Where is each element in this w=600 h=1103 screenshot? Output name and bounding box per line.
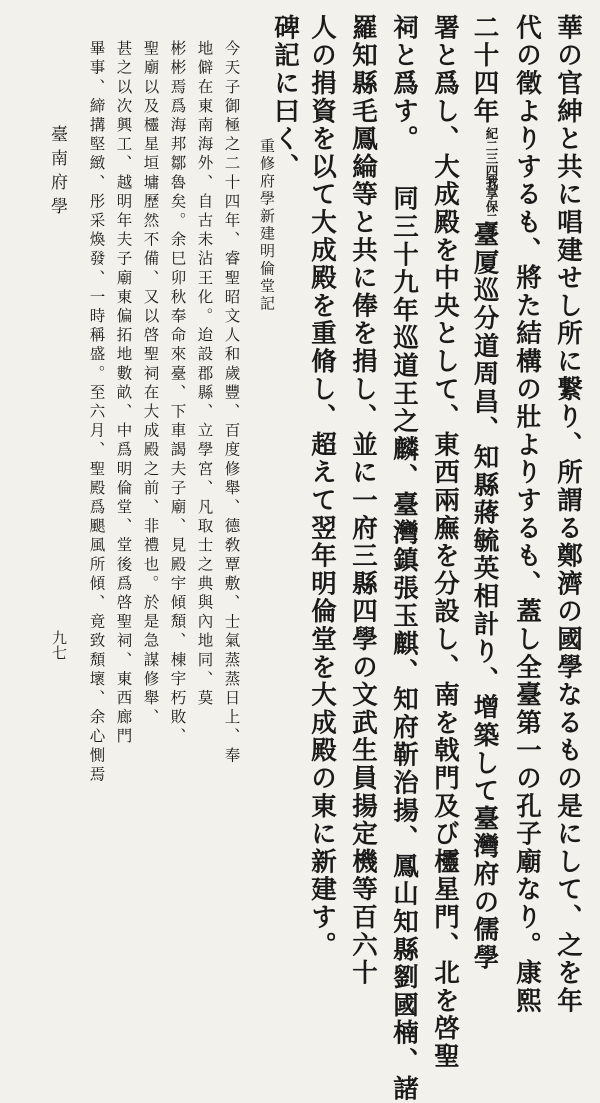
main-text-line: 署と爲し、大成殿を中央として、東西兩廡を分設し、南を戟門及び欞星門、北を啓聖 [430, 14, 460, 1071]
annotation-era: 紀二三四五 [484, 127, 499, 190]
main-text-line: 人の捐資を以て大成殿を重脩し、超えて翌年明倫堂を大成殿の東に新建す。 [307, 14, 337, 960]
main-text-line: 代の徵よりするも、將た結構の壯よりするも、蓋し全臺第一の孔子廟なり。康熙 [512, 14, 542, 1015]
stele-text-line: 地僻在東南海外、自古未沾王化。迨設郡縣、立學宮、凡取士之典與內地同、莫 [195, 40, 214, 709]
main-text-segment: 二十四年 [469, 14, 500, 126]
stele-text-line: 彬彬焉爲海邦鄒魯矣。余巳卯秋奉命來臺、下車謁夫子廟、見殿宇傾頽、棟宇朽敗、 [168, 40, 187, 747]
stele-title: 重修府學新建明倫堂記 [258, 138, 276, 313]
main-text-line: 羅知縣毛鳳綸等と共に俸を捐し、並に一府三縣四學の文武生員揚定機等百六十 [348, 14, 378, 987]
stele-text-line: 聖廟以及欞星垣墉歷然不備、又以啓聖祠在大成殿之前、非禮也。於是急謀修舉、 [141, 40, 160, 728]
running-header: 臺南府學 [47, 125, 67, 221]
stele-text-line: 甚之以次興工、越明年夫子廟東偏拓地數畝、中爲明倫堂、堂後爲啓聖祠、東西廊門 [114, 40, 133, 747]
main-text-segment: 臺厦巡分道周昌、知縣蔣毓英相計り、增築して臺灣府の儒學 [469, 221, 500, 972]
stele-text-line: 畢事、締搆堅緻、彤采煥發、一時稱盛。至六月、聖殿爲颶風所傾、竟致頽壞、余心惻焉 [87, 40, 106, 785]
main-text-line: 華の官紳と共に唱建せし所に繋り、所謂る鄭濟の國學なるもの是にして、之を年 [553, 14, 583, 1015]
main-text-line: 碑記に曰く、 [270, 14, 300, 181]
main-text-line: 祠と爲す。 同三十九年巡道王之麟、臺灣鎮張玉麒、知府靳治揚、鳳山知縣劉國楠、諸 [389, 14, 419, 1103]
main-text-line [471, 14, 498, 972]
annotation-era-japan: 我享保二年 [484, 175, 499, 238]
page-number: 九七 [50, 630, 68, 660]
stele-text-line: 今天子御極之二十四年、睿聖昭文人和歲豐、百度修舉、德敎覃敷、士氣蒸蒸日上、奉 [222, 40, 241, 766]
